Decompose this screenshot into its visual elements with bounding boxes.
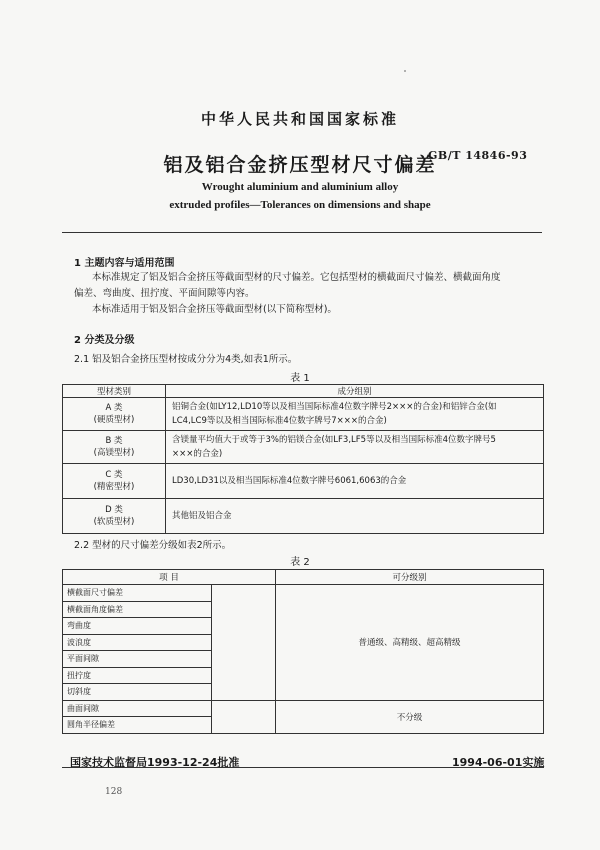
implementation-date: 1994-06-01实施 bbox=[452, 756, 545, 769]
table-2 bbox=[62, 569, 544, 734]
table-1 bbox=[62, 384, 544, 534]
profile-class: A 类 bbox=[105, 403, 123, 413]
clause-2-1: 2.1 铝及铝合金挤压型材按成分分为4类,如表1所示。 bbox=[74, 354, 298, 365]
scan-speck bbox=[404, 70, 406, 72]
table-1-row bbox=[63, 499, 544, 534]
profile-class-desc: (软质型材) bbox=[93, 517, 135, 527]
composition-line1: 含镁量平均值大于或等于3%的铝镁合金(如LF3,LF5等以及相当国际标准4位数字牌号5 bbox=[172, 435, 496, 445]
profile-class-desc: (精密型材) bbox=[93, 482, 135, 492]
clause-2-2: 2.2 型材的尺寸偏差分级如表2所示。 bbox=[74, 540, 232, 551]
section-1-heading: 1 主题内容与适用范围 bbox=[74, 258, 175, 269]
blank-cell bbox=[212, 585, 276, 701]
table-1-header-row bbox=[63, 385, 544, 398]
tolerance-item: 波浪度 bbox=[63, 634, 212, 651]
section-1-para1-line1: 本标准规定了铝及铝合金挤压等截面型材的尺寸偏差。它包括型材的横截面尺寸偏差、横截面角度 bbox=[92, 272, 501, 283]
composition-cell bbox=[166, 464, 544, 499]
profile-class: D 类 bbox=[105, 505, 123, 515]
tolerance-item: 扭拧度 bbox=[63, 667, 212, 684]
grade-graded: 普通级、高精级、超高精级 bbox=[276, 585, 544, 701]
tolerance-item: 圆角半径偏差 bbox=[63, 717, 212, 734]
composition-line2: LC4,LC9等以及相当国际标准4位数字牌号7×××的合金) bbox=[172, 416, 387, 426]
section-2-heading: 2 分类及分级 bbox=[74, 335, 135, 346]
document-title: 铝及铝合金挤压型材尺寸偏差 bbox=[163, 154, 437, 176]
composition-line1: 其他铝及铝合金 bbox=[172, 511, 232, 521]
tolerance-item: 弯曲度 bbox=[63, 618, 212, 635]
tolerance-item: 曲面间隙 bbox=[63, 700, 212, 717]
footer-divider bbox=[62, 767, 544, 768]
section-1-para2: 本标准适用于铝及铝合金挤压等截面型材(以下简称型材)。 bbox=[92, 304, 337, 315]
profile-class-cell bbox=[63, 499, 166, 534]
table-2-row bbox=[63, 585, 544, 602]
composition-cell bbox=[166, 398, 544, 431]
table-1-caption: 表 1 bbox=[290, 373, 310, 384]
page-number: 128 bbox=[105, 787, 123, 797]
english-title-line2: extruded profiles—Tolerances on dimensions and shape bbox=[169, 199, 431, 211]
tolerance-item: 横截面角度偏差 bbox=[63, 601, 212, 618]
table-2-header-grade: 可分级别 bbox=[276, 570, 544, 585]
profile-class-cell bbox=[63, 464, 166, 499]
profile-class: B 类 bbox=[105, 436, 123, 446]
table-1-row bbox=[63, 398, 544, 431]
table-2-caption: 表 2 bbox=[290, 557, 310, 568]
national-standard-heading: 中华人民共和国国家标准 bbox=[200, 110, 399, 128]
header-divider bbox=[62, 232, 542, 233]
english-title-line1: Wrought aluminium and aluminium alloy bbox=[201, 181, 399, 193]
composition-line2: ×××的合金) bbox=[172, 449, 223, 459]
profile-class-cell bbox=[63, 431, 166, 464]
profile-class-cell bbox=[63, 398, 166, 431]
table-1-header-class: 型材类别 bbox=[63, 385, 166, 398]
table-2-header-item: 项 目 bbox=[63, 570, 276, 585]
profile-class-desc: (高镁型材) bbox=[93, 448, 135, 458]
composition-cell bbox=[166, 499, 544, 534]
table-1-row bbox=[63, 464, 544, 499]
approval-statement: 国家技术监督局1993-12-24批准 bbox=[70, 756, 240, 769]
tolerance-item: 平面间隙 bbox=[63, 651, 212, 668]
composition-cell bbox=[166, 431, 544, 464]
standard-number: GB/T 14846-93 bbox=[428, 149, 528, 162]
section-1-para1-line2: 偏差、弯曲度、扭拧度、平面间隙等内容。 bbox=[74, 288, 255, 299]
table-1-header-composition: 成分组别 bbox=[166, 385, 544, 398]
grade-ungraded: 不分级 bbox=[276, 700, 544, 733]
composition-line1: LD30,LD31以及相当国际标准4位数字牌号6061,6063的合金 bbox=[172, 476, 407, 486]
tolerance-item: 横截面尺寸偏差 bbox=[63, 585, 212, 602]
profile-class-desc: (硬质型材) bbox=[93, 415, 135, 425]
composition-line1: 铝铜合金(如LY12,LD10等以及相当国际标准4位数字牌号2×××的合金)和铝锌合金(如 bbox=[172, 402, 497, 412]
table-1-row bbox=[63, 431, 544, 464]
table-2-header-row bbox=[63, 570, 544, 585]
tolerance-item: 切斜度 bbox=[63, 684, 212, 701]
profile-class: C 类 bbox=[105, 470, 123, 480]
blank-cell bbox=[212, 700, 276, 733]
table-2-row bbox=[63, 700, 544, 717]
